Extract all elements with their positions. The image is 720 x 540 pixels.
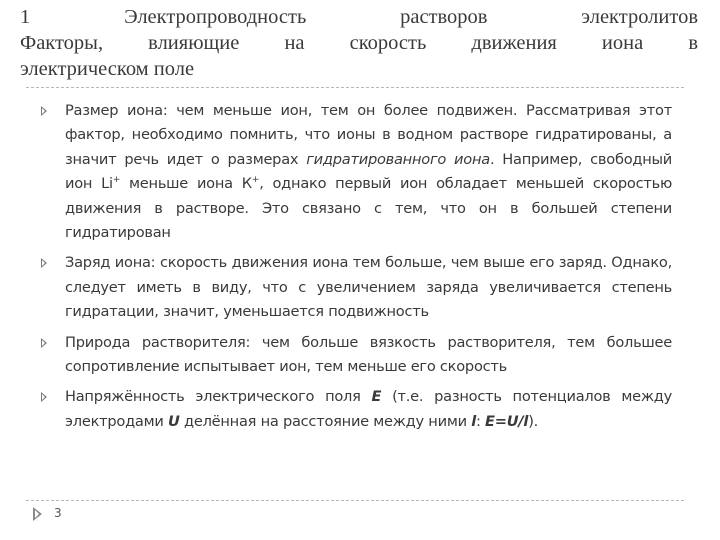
title-divider [26,87,684,88]
bullet-field-text-2: (т.е. разность потенциалов между электродами [65,388,672,430]
bullet-field [40,385,672,434]
bullet-field-text-5: ). [528,412,539,430]
bullet-size-text-2: . Например, свободный ион Li [65,150,673,193]
title-line-1: 1 Электропроводность растворов электролитов [20,6,698,28]
title-line-2: Факторы, влияющие на скорость движения иона в [20,32,698,54]
bullet-size-text-3: меньше иона К [120,175,252,193]
keyword-size: Размер [65,102,119,119]
bullet-arrow-icon [41,106,47,116]
bullet-field-text-3: делённая на расстояние между ними [179,412,472,430]
bullet-arrow-icon [41,338,47,348]
bullet-list [40,99,672,440]
title-line-3: электрическом поле [20,58,195,80]
bullet-field-text-4: : [475,412,486,430]
li-charge: + [112,175,121,186]
bullet-size-text-1: иона: чем меньше ион, тем он более подвижен. Рассматривая этот фактор, необходимо помнить, что ионы в водном растворе гидратированы, а значит речь идет о размерах [65,102,672,168]
keyword-charge: Заряд [65,254,111,272]
bullet-charge-text: иона: скорость движения иона тем больше, чем выше его заряд. Однако, следует иметь в виду, что с увеличением заряда увеличивается степень гидратации, значит, уменьшается подвижность [65,254,672,321]
formula: E=U/l [485,412,529,430]
bullet-arrow-icon [41,392,47,402]
bullet-field-text-1: Напряжённость электрического поля [65,388,372,406]
symbol-l: l [471,412,476,430]
bullet-charge [40,251,672,324]
bullet-solvent-text: Природа растворителя: чем больше вязкость растворителя, тем большее сопротивление испытывает ион, тем меньше его скорость [65,333,672,376]
bullet-size-text-4: , однако первый ион обладает меньшей скоростью движения в растворе. Это связано с тем, что он в большей степени гидратирован [65,175,673,242]
footer-divider [26,500,684,501]
symbol-e: E [371,388,382,406]
symbol-u: U [168,412,180,430]
page-number: 3 [54,506,62,520]
slide-title [20,4,698,82]
bullet-size [40,99,672,245]
bullet-arrow-icon [41,258,47,268]
footer-arrow-icon [33,507,42,521]
bullet-size-italic: гидратированного иона [306,150,490,168]
bullet-solvent [40,331,672,380]
k-charge: + [251,175,260,186]
